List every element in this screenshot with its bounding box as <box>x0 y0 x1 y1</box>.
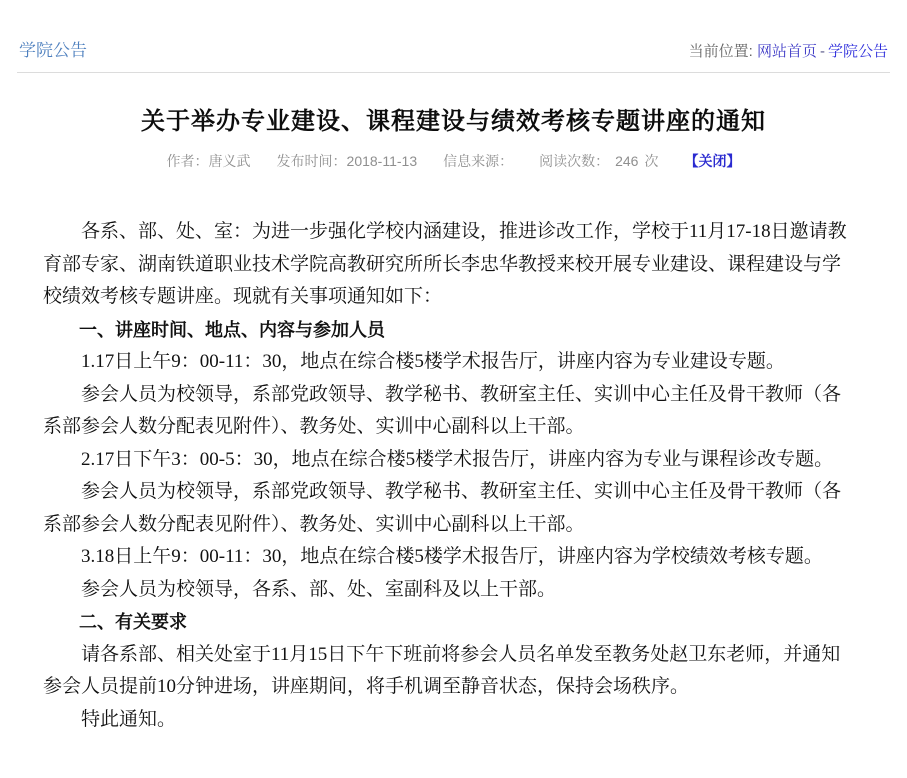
article-paragraph: 特此通知。 <box>81 708 177 730</box>
breadcrumb-separator: - <box>819 43 825 60</box>
article-paragraph: 参会人员为校领导，各系、部、处、室副科及以上干部。 <box>81 578 557 600</box>
article-meta <box>0 151 907 171</box>
breadcrumb-label: 当前位置: <box>688 43 753 60</box>
meta-source <box>443 151 513 171</box>
meta-author <box>167 151 251 171</box>
meta-views <box>539 151 658 171</box>
section-title: 学院公告 <box>19 41 87 60</box>
meta-views-label: 阅读次数： <box>539 153 610 169</box>
article-paragraph: 参会人员为校领导，系部党政领导、教学秘书、教研室主任、实训中心主任及骨干教师（各系部参会人数分配表见附件）、教务处、实训中心副科以上干部。 <box>43 481 842 535</box>
article-paragraph: 1.17日上午9：00-11：30，地点在综合楼5楼学术报告厅，讲座内容为专业建设专题。 <box>81 351 785 372</box>
breadcrumb-current-link[interactable]: 学院公告 <box>827 43 888 60</box>
meta-publish-value: 2018-11-13 <box>346 153 418 169</box>
meta-author-label: 作者： <box>166 153 209 169</box>
article-paragraph: 2.17日下午3：00-5：30，地点在综合楼5楼学术报告厅，讲座内容为专业与课程诊改专题。 <box>81 448 834 470</box>
meta-views-unit: 次 <box>644 153 659 169</box>
article-body <box>43 216 859 736</box>
breadcrumb-home-link[interactable]: 网站首页 <box>756 43 817 60</box>
article-title: 关于举办专业建设、课程建设与绩效考核专题讲座的通知 <box>141 108 766 135</box>
article-paragraph: 参会人员为校领导，系部党政领导、教学秘书、教研室主任、实训中心主任及骨干教师（各系部参会人数分配表见附件）、教务处、实训中心副科以上干部。 <box>43 383 842 437</box>
section-heading: 一、讲座时间、地点、内容与参加人员 <box>79 319 385 340</box>
meta-publish-time <box>277 151 418 171</box>
meta-author-value: 唐义武 <box>208 153 251 169</box>
meta-source-label: 信息来源： <box>443 153 514 169</box>
article-paragraph: 3.18日上午9：00-11：30，地点在综合楼5楼学术报告厅，讲座内容为学校绩效考核专题。 <box>81 546 823 567</box>
article-paragraph: 各系、部、处、室：为进一步强化学校内涵建设，推进诊改工作，学校于11月17-18日邀请教育部专家、湖南铁道职业技术学院高教研究所所长李忠华教授来校开展专业建设、课程建设与学校绩效考核专题讲座。现就有关事项通知如下： <box>43 221 847 307</box>
breadcrumb <box>689 43 888 60</box>
close-button[interactable]: 【关闭】 <box>684 153 741 169</box>
meta-views-value: 246 <box>615 153 639 169</box>
page-header <box>17 0 890 73</box>
section-heading: 二、有关要求 <box>79 612 187 632</box>
article-paragraph: 请各系部、相关处室于11月15日下午下班前将参会人员名单发至教务处赵卫东老师，并通知参会人员提前10分钟进场，讲座期间，将手机调至静音状态，保持会场秩序。 <box>43 643 841 697</box>
meta-publish-label: 发布时间： <box>276 153 347 169</box>
